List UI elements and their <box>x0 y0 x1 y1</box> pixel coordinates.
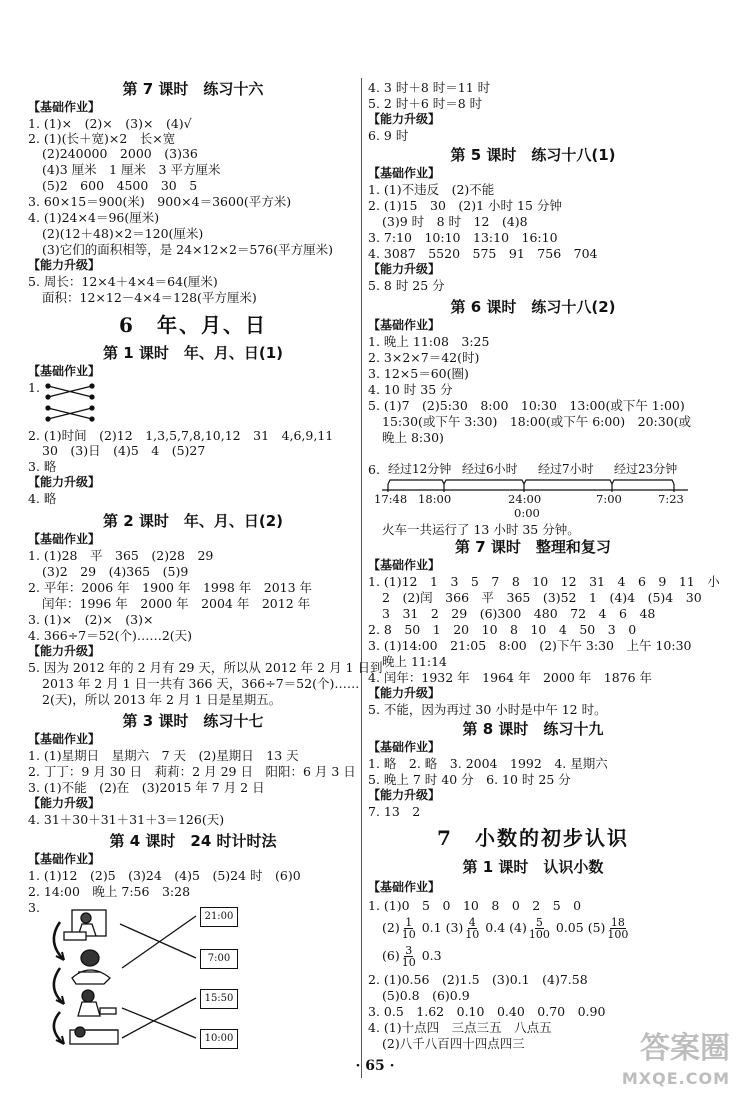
section-tag: 【能力升级】 <box>368 262 441 276</box>
person-eating-icon <box>78 990 116 1016</box>
section-tag: 【基础作业】 <box>28 532 101 546</box>
label: (2) <box>382 920 400 935</box>
answer-line: 4. 31＋30＋31＋31＋3＝126(天) <box>28 812 225 827</box>
answer-line: 3. 略 <box>28 459 57 474</box>
answer-line: 1. 晚上 11:08 3:25 <box>368 334 490 349</box>
watermark-url: MXQE.COM <box>621 1069 730 1088</box>
answer-line: 火车一共运行了 13 小时 35 分钟。 <box>382 522 580 537</box>
answer-line: 4. 366÷7＝52(个)……2(天) <box>28 628 193 643</box>
fraction <box>607 917 628 940</box>
answer-line: 3. (1)不能 (2)在 (3)2015 年 7 月 2 日 <box>28 780 265 795</box>
section-tag: 【基础作业】 <box>28 732 101 746</box>
lesson-title: 第 6 课时 练习十八(2) <box>450 298 616 316</box>
lesson-title: 第 8 课时 练习十九 <box>462 720 604 738</box>
answer-line: (4)3 厘米 1 厘米 3 平方厘米 <box>42 162 221 177</box>
denominator: 10 <box>401 928 416 941</box>
numerator: 3 <box>405 944 413 957</box>
answer-line: 3. (1)× (2)× (3)× <box>28 612 154 627</box>
answer-line: 2 (2)闰 366 平 365 (3)52 1 (4)4 (5)4 30 <box>382 590 702 605</box>
section-tag: 【基础作业】 <box>28 852 101 866</box>
answer-line: 2. 丁丁：9 月 30 日 莉莉：2 月 29 日 阳阳：6 月 3 日 <box>28 764 356 779</box>
answer-line: 1. (1)不违反 (2)不能 <box>368 182 495 197</box>
timeline-time: 7:00 <box>596 492 622 506</box>
lesson-title: 第 2 课时 年、月、日(2) <box>102 512 284 530</box>
answer-line: 5. 8 时 25 分 <box>368 278 445 293</box>
answer-line: 15:30(或下午 3:30) 18:00(或下午 6:00) 20:30(或 <box>382 414 692 429</box>
decimal: 0.3 <box>421 948 442 963</box>
person-studying-icon <box>64 910 106 940</box>
fraction <box>402 945 416 968</box>
chapter-title: 7 小数的初步认识 <box>437 826 629 850</box>
answer-line: 面积：12×12－4×4＝128(平方厘米) <box>42 290 257 305</box>
answer-line: (3)2 29 (4)365 (5)9 <box>42 564 189 579</box>
digital-clock: 7:00 <box>200 949 238 969</box>
watermark-text: 答案圈 <box>640 1031 730 1066</box>
answer-line: 2. 3×2×7＝42(时) <box>368 350 480 365</box>
answer-line: 1. (1)星期日 星期六 7 天 (2)星期日 13 天 <box>28 748 299 763</box>
section-tag: 【能力升级】 <box>28 796 101 810</box>
timeline-label: 经过12分钟 <box>388 462 452 476</box>
answer-line: 4. 闰年：1932 年 1964 年 2000 年 1876 年 <box>368 670 653 685</box>
clock-matching-figure <box>42 902 212 1052</box>
lesson-title: 第 7 课时 整理和复习 <box>455 538 611 556</box>
answer-line: (5)0.8 (6)0.9 <box>382 988 470 1003</box>
lesson-title: 第 7 课时 练习十六 <box>122 80 264 98</box>
section-tag: 【基础作业】 <box>368 740 441 754</box>
timeline-brackets <box>372 476 692 492</box>
fraction-answer-line <box>382 916 630 940</box>
answer-line: 1. (1)× (2)× (3)× (4)√ <box>28 116 192 131</box>
denominator: 10 <box>465 928 480 941</box>
section-tag: 【能力升级】 <box>28 258 101 272</box>
answer-line: 1. (1)12 1 3 5 7 8 10 12 31 4 6 9 11 小 <box>368 574 720 589</box>
lesson-title: 第 1 课时 年、月、日(1) <box>102 344 284 362</box>
answer-line: 5. 不能，因为再过 30 小时是中午 12 时。 <box>368 702 607 717</box>
timeline-time: 7:23 <box>658 492 684 506</box>
answer-line: 6. 9 时 <box>368 128 409 143</box>
section-tag: 【基础作业】 <box>368 166 441 180</box>
column-divider <box>361 78 362 1078</box>
numerator: 5 <box>535 916 543 929</box>
section-tag: 【基础作业】 <box>368 558 441 572</box>
answer-line: 4. 3087 5520 575 91 756 704 <box>368 246 598 261</box>
section-tag: 【基础作业】 <box>28 364 101 378</box>
answer-line: (5)2 600 4500 30 5 <box>42 178 198 193</box>
answer-line: 4. 3 时＋8 时＝11 时 <box>368 80 491 95</box>
section-tag: 【基础作业】 <box>368 318 441 332</box>
answer-line: 5. 2 时＋6 时＝8 时 <box>368 96 483 111</box>
answer-line: 闰年：1996 年 2000 年 2004 年 2012 年 <box>42 596 311 611</box>
answer-line: (2)(12＋48)×2＝120(厘米) <box>42 226 204 241</box>
label: (5) <box>587 920 606 935</box>
decimal: 0.05 <box>555 920 584 935</box>
answer-line: 1. (1)12 (2)5 (3)24 (4)5 (5)24 时 (6)0 <box>28 868 301 883</box>
matching-lines-diagram <box>42 380 102 426</box>
decimal: 0.1 <box>421 920 442 935</box>
answer-line: 1. (1)28 平 365 (2)28 29 <box>28 548 214 563</box>
label: (3) <box>445 920 464 935</box>
answer-line: 1. (1)0 5 0 10 8 0 2 5 0 <box>368 898 582 913</box>
label: (6) <box>382 948 400 963</box>
section-tag: 【基础作业】 <box>28 100 101 114</box>
section-tag: 【能力升级】 <box>368 788 441 802</box>
section-tag: 【能力升级】 <box>28 475 101 489</box>
numerator: 4 <box>468 916 476 929</box>
answer-line: 2. 8 50 1 20 10 8 10 4 50 3 0 <box>368 622 637 637</box>
answer-line: (2)八千八百四十四点四三 <box>382 1036 525 1051</box>
numerator: 1 <box>405 916 413 929</box>
answer-line: 3. 0.5 1.62 0.10 0.40 0.70 0.90 <box>368 1004 606 1019</box>
answer-line: 30 (3)日 (4)5 4 (5)27 <box>42 443 206 458</box>
denominator: 10 <box>401 956 416 969</box>
fraction <box>402 917 416 940</box>
answer-line: 2. 平年：2006 年 1900 年 1998 年 2013 年 <box>28 580 313 595</box>
digital-clock: 21:00 <box>200 907 238 927</box>
digital-clock: 15:50 <box>200 989 238 1009</box>
answer-line: 2(天)，所以 2013 年 2 月 1 日是星期五。 <box>42 692 282 707</box>
denominator: 100 <box>607 928 629 941</box>
section-tag: 【能力升级】 <box>368 112 441 126</box>
answer-line: 2. (1)(长＋宽)×2 长×宽 <box>28 131 176 146</box>
question-number: 6. <box>368 462 380 477</box>
answer-line: 4. 10 时 35 分 <box>368 382 453 397</box>
chapter-title: 6 年、月、日 <box>119 313 267 337</box>
lesson-title: 第 3 课时 练习十七 <box>122 712 264 730</box>
answer-line: (2)240000 2000 (3)36 <box>42 146 198 161</box>
answer-line: 3. (1)14:00 21:05 8:00 (2)下午 3:30 上午 10:30 <box>368 638 692 653</box>
answer-line: 1. 略 2. 略 3. 2004 1992 4. 星期六 <box>368 756 608 771</box>
numerator: 18 <box>610 916 625 929</box>
answer-line: 3. 7:10 10:10 13:10 16:10 <box>368 230 558 245</box>
answer-line: 5. 周长：12×4＋4×4＝64(厘米) <box>28 274 218 289</box>
lesson-title: 第 1 课时 认识小数 <box>462 858 604 876</box>
timeline-time: 24:00 <box>508 492 542 506</box>
answer-line: 5. 因为 2012 年的 2 月有 29 天，所以从 2012 年 2 月 1 日到 <box>28 660 383 675</box>
denominator: 100 <box>528 928 550 941</box>
watermark-logo <box>621 1031 730 1094</box>
timeline-label: 经过7小时 <box>538 462 594 476</box>
section-tag: 【能力升级】 <box>368 686 441 700</box>
answer-line: 7. 13 2 <box>368 804 421 819</box>
answer-line: 4. (1)十点四 三点三五 八点五 <box>368 1020 552 1035</box>
timeline-time: 0:00 <box>514 506 540 520</box>
decimal: 0.4 <box>485 920 506 935</box>
label: (4) <box>509 920 527 935</box>
person-relaxing-icon <box>72 950 110 984</box>
answer-line: 2. (1)15 30 (2)1 小时 15 分钟 <box>368 198 562 213</box>
digital-clock: 10:00 <box>200 1029 238 1049</box>
answer-line: 2. (1)0.56 (2)1.5 (3)0.1 (4)7.58 <box>368 972 588 987</box>
page-number: · 65 · <box>355 1058 395 1074</box>
section-tag: 【基础作业】 <box>368 880 441 894</box>
fraction <box>465 917 479 940</box>
answer-line: 3. 60×15＝900(米) 900×4＝3600(平方米) <box>28 194 292 209</box>
lesson-title: 第 5 课时 练习十八(1) <box>450 146 616 164</box>
question-number: 3. <box>28 900 40 915</box>
fraction <box>529 917 550 940</box>
lesson-title: 第 4 课时 24 时计时法 <box>109 832 277 850</box>
answer-line: 4. (1)24×4＝96(厘米) <box>28 210 160 225</box>
timeline-time: 18:00 <box>418 492 452 506</box>
fraction-answer-line <box>382 944 442 968</box>
answer-line: 5. (1)7 (2)5:30 8:00 10:30 13:00(或下午 1:00) <box>368 398 685 413</box>
answer-line: 3 31 2 29 (6)300 480 72 4 6 48 <box>382 606 656 621</box>
answer-line: 晚上 8:30) <box>382 430 444 445</box>
timeline-label: 经过23分钟 <box>614 462 678 476</box>
answer-line: 2. (1)时间 (2)12 1,3,5,7,8,10,12 31 4,6,9,11 <box>28 428 334 443</box>
answer-line: 晚上 11:14 <box>382 654 447 669</box>
timeline-label: 经过6小时 <box>462 462 518 476</box>
answer-line: 3. 12×5＝60(圈) <box>368 366 469 381</box>
answer-line: (3)它们的面积相等，是 24×12×2＝576(平方厘米) <box>42 242 334 257</box>
answer-line: 2. 14:00 晚上 7:56 3:28 <box>28 884 191 899</box>
answer-line: 5. 晚上 7 时 40 分 6. 10 时 25 分 <box>368 772 571 787</box>
section-tag: 【能力升级】 <box>28 644 101 658</box>
question-number: 1. <box>28 380 40 395</box>
answer-line: 2013 年 2 月 1 日一共有 366 天，366÷7＝52(个)…… <box>42 676 360 691</box>
answer-line: (3)9 时 8 时 12 (4)8 <box>382 214 528 229</box>
timeline-time: 17:48 <box>374 492 408 506</box>
person-sleeping-icon <box>70 1027 118 1044</box>
answer-line: 4. 略 <box>28 491 57 506</box>
